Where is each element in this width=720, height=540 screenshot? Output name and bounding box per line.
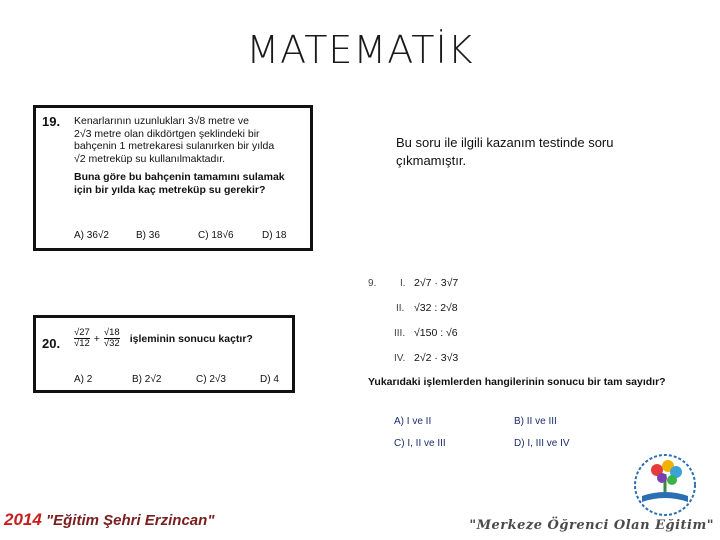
question-19-box (33, 105, 313, 251)
question-number: 9. (368, 278, 377, 289)
fraction-denominator: √32 (103, 338, 120, 349)
q9-question: Yukarıdaki işlemlerden hangilerinin sonucu bir tam sayıdır? (368, 376, 666, 388)
question-number: 20. (42, 336, 61, 351)
plus-sign: + (93, 332, 100, 345)
q19-line-4: √2 metreküp su kullanılmaktadır. (74, 152, 226, 165)
item-label: IV. (394, 353, 406, 364)
option-d: D) I, III ve IV (514, 438, 570, 449)
item-expression: √32 : 2√8 (414, 302, 458, 314)
fraction-2 (104, 328, 120, 349)
item-label: III. (394, 328, 406, 339)
page-title: MATEMATİK (246, 28, 474, 72)
option-b: B) 2√2 (132, 374, 162, 385)
option-a: A) I ve II (394, 416, 432, 427)
q19-question-1: Buna göre bu bahçenin tamamını sulamak (74, 171, 285, 183)
option-b: B) II ve III (514, 416, 557, 427)
q19-question-2: için bir yılda kaç metreküp su gerekir? (74, 183, 266, 196)
fraction-1 (74, 328, 90, 349)
option-c: C) 2√3 (196, 374, 226, 385)
option-b: B) 36 (136, 230, 160, 241)
footer-slogan-left (4, 510, 214, 530)
education-logo-icon (624, 452, 706, 518)
question-20-box (33, 315, 295, 393)
option-c: C) I, II ve III (394, 438, 446, 449)
option-a: A) 36√2 (74, 230, 109, 241)
option-d: D) 4 (260, 374, 279, 385)
q19-line-2: 2√3 metre olan dikdörtgen şeklindeki bir (74, 127, 260, 140)
option-a: A) 2 (74, 374, 93, 385)
fraction-numerator: √18 (103, 327, 120, 338)
item-label: II. (396, 303, 405, 314)
fraction-denominator: √12 (74, 338, 90, 349)
kazanim-note: Bu soru ile ilgili kazanım testinde soru çıkmamıştır. (396, 135, 614, 168)
q19-line-3: bahçenin 1 metrekaresi sulanırken bir yılda (74, 140, 275, 152)
footer-slogan: "Eğitim Şehri Erzincan" (46, 512, 215, 529)
footer-slogan-right: "Merkeze Öğrenci Olan Eğitim" (469, 518, 714, 533)
item-label: I. (400, 278, 406, 289)
q19-line-1: Kenarlarının uzunlukları 3√8 metre ve (74, 115, 250, 127)
footer-year: 2014 (4, 510, 42, 529)
option-d: D) 18 (262, 230, 287, 241)
item-expression: √150 : √6 (414, 327, 458, 339)
question-number: 19. (42, 114, 61, 129)
fraction-numerator: √27 (74, 327, 90, 338)
item-expression: 2√2 · 3√3 (414, 352, 459, 364)
question-20-expression (74, 328, 253, 349)
option-c: C) 18√6 (198, 230, 234, 241)
q20-question: işleminin sonucu kaçtır? (129, 332, 253, 345)
item-expression: 2√7 · 3√7 (414, 277, 459, 289)
question-9 (366, 274, 696, 454)
question-19-text (74, 115, 310, 196)
